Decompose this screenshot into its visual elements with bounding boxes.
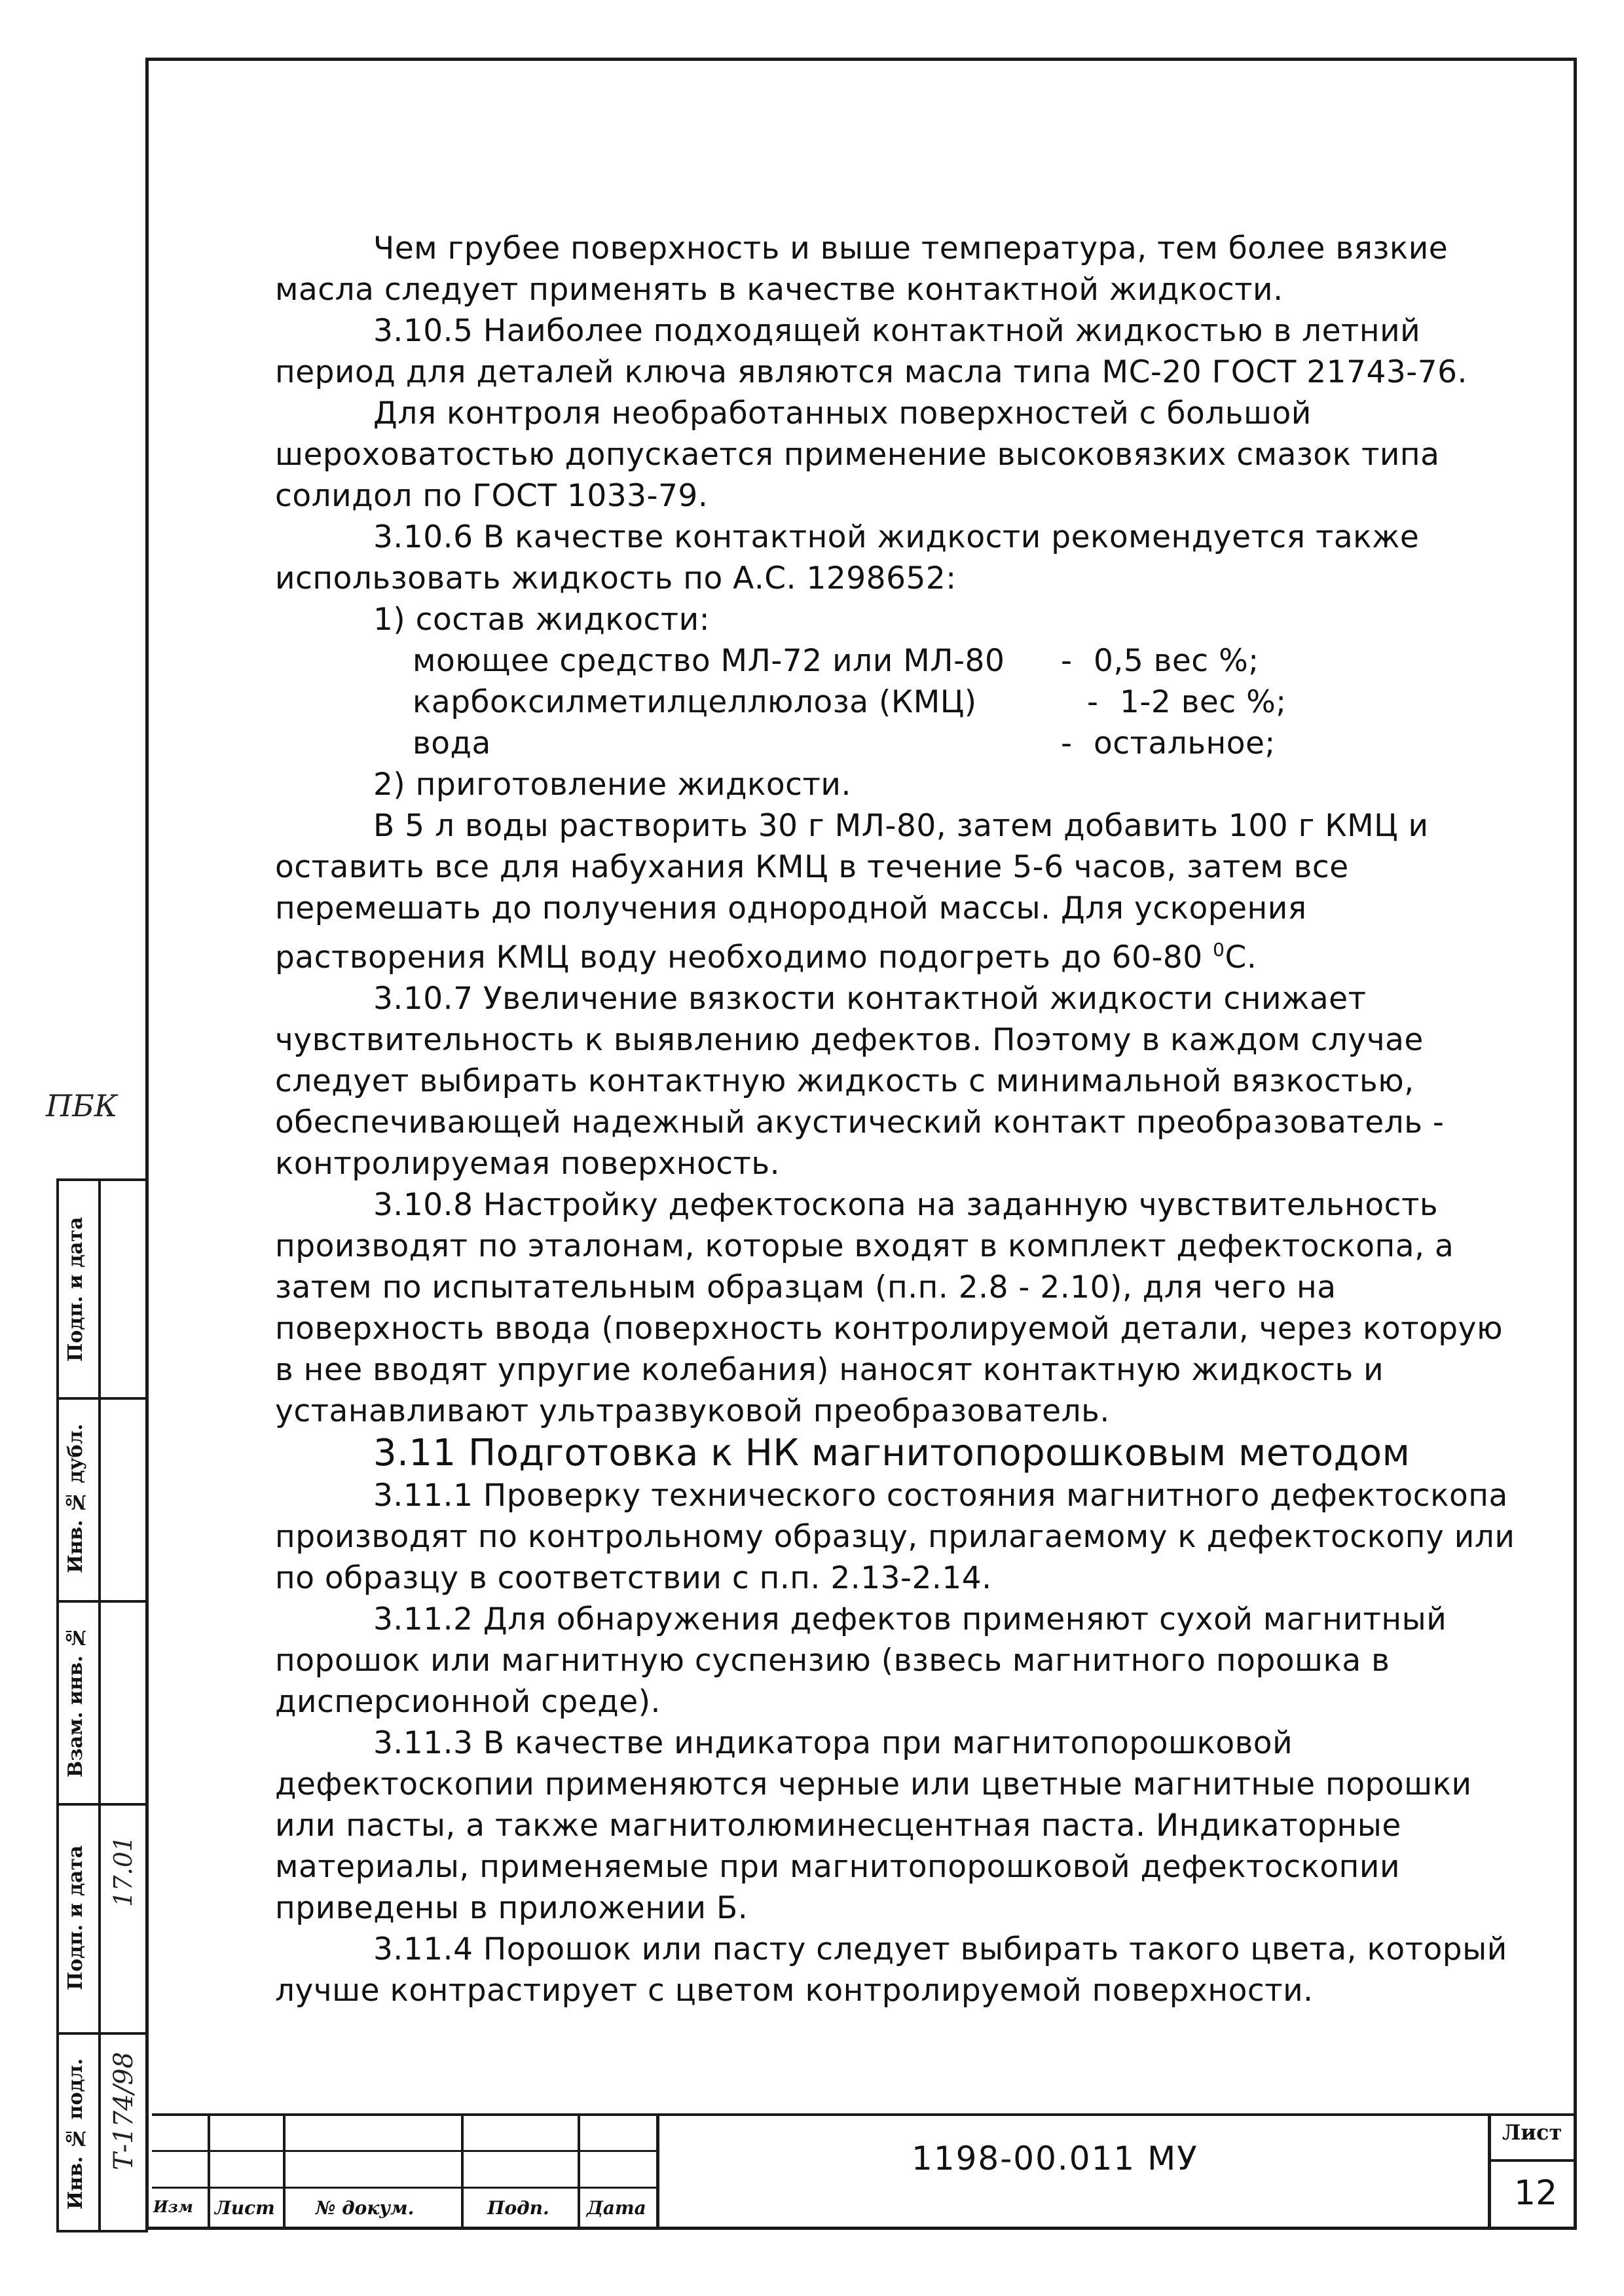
component-name: карбоксилметилцеллюлоза (КМЦ) [413,684,977,720]
tb-row-line [152,2187,656,2189]
side-label: Подп. и дата [64,1845,87,1990]
handwritten-date: 17.01 [109,1836,138,1907]
paragraph: Для контроля необработанных поверхностей с большой шероховатостью допускается применение высоковязких смазок типа солидол по ГОСТ 1033-79. [275,395,1440,514]
sheet-number: 12 [1514,2174,1558,2213]
component-name: вода [413,725,491,761]
column-divider [98,1181,101,2230]
list-item: 2) приготовление жидкости. [373,767,851,803]
row-divider [59,2032,148,2035]
row-divider [59,1397,148,1400]
composition-row [275,682,1519,723]
side-label: Подп. и дата [64,1216,87,1362]
sheet-label: Лист [1502,2120,1562,2145]
row-divider [59,1803,148,1806]
side-label: Инв. № подл. [64,2058,87,2210]
paragraph: 3.11.2 Для обнаружения дефектов применяют сухой магнитный порошок или магнитную суспензию (взвесь магнитного порошка в дисперсионной среде). [275,1601,1447,1720]
tb-col-line [656,2113,659,2227]
tb-col-label: Лист [215,2197,275,2219]
document-body [275,228,1519,2011]
row-divider [59,1600,148,1603]
list-item: 1) состав жидкости: [373,602,710,638]
tb-col-label: Изм [153,2197,193,2216]
tb-row-line [152,2150,656,2152]
tb-col-line [461,2113,464,2227]
handwritten-inv-number: Т-174/98 [109,2052,139,2170]
composition-row [275,723,1519,764]
component-value: остальное; [1094,725,1276,761]
degree-sign: 0 [1213,939,1225,960]
tb-col-line [1488,2113,1491,2227]
component-name: моющее средство МЛ-72 или МЛ-80 [413,643,1005,679]
paragraph: 3.10.5 Наиболее подходящей контактной жидкостью в летний период для деталей ключа являются масла типа МС-20 ГОСТ 21743-76. [275,313,1467,390]
paragraph: 3.10.7 Увеличение вязкости контактной жидкости снижает чувствительность к выявлению дефектов. Поэтому в каждом случае следует выбирать контактную жидкость с минимальной вязкостью, обеспечивающей надежный акустический контакт преобразователь - контролируемая поверхность. [275,981,1445,1182]
paragraph-text: В 5 л воды растворить 30 г МЛ-80, затем добавить 100 г КМЦ и оставить все для набухания КМЦ в течение 5-6 часов, затем все перемешать до получения однородной массы. Для ускорения растворения КМЦ воду необходимо подогреть до 60-80 [275,808,1429,975]
side-stamp-columns [56,1178,148,2232]
tb-row-line [1488,2159,1574,2162]
side-mark: ПБК [46,1088,118,1123]
tb-col-label: № докум. [316,2197,415,2219]
paragraph: 3.10.8 Настройку дефектоскопа на заданную чувствительность производят по эталонам, которые входят в комплект дефектоскопа, а затем по испытательным образцам (п.п. 2.8 - 2.10), для чего на поверхность ввода (поверхность контролируемой детали, через которую в нее вводят упругие колебания) наносят контактную жидкость и устанавливают ультразвуковой преобразователь. [275,1187,1504,1429]
paragraph: Чем грубее поверхность и выше температура, тем более вязкие масла следует применять в качестве контактной жидкости. [275,230,1449,308]
section-heading: 3.11 Подготовка к НК магнитопорошковым методом [373,1432,1411,1474]
component-dash: - [1061,643,1073,679]
component-dash: - [1087,684,1099,720]
tb-col-label: Подп. [487,2197,549,2219]
tb-border [152,2113,1574,2116]
tb-col-line [578,2113,580,2227]
paragraph: 3.11.3 В качестве индикатора при магнитопорошковой дефектоскопии применяются черные или цветные магнитные порошки или пасты, а также магнитолюминесцентная паста. Индикаторные материалы, применяемые при магнитопорошковой дефектоскопии приведены в приложении Б. [275,1725,1472,1926]
title-block [152,2113,1574,2227]
paragraph: 3.10.6 В качестве контактной жидкости рекомендуется также использовать жидкость по А.С. 1298652: [275,519,1420,596]
paragraph-text-end: С. [1225,939,1257,975]
tb-col-line [208,2113,210,2227]
paragraph: 3.11.4 Порошок или пасту следует выбирать такого цвета, который лучше контрастирует с цветом контролируемой поверхности. [275,1931,1507,2009]
component-dash: - [1061,725,1073,761]
paragraph [275,805,1519,978]
paragraph: 3.11.1 Проверку технического состояния магнитного дефектоскопа производят по контрольному образцу, прилагаемому к дефектоскопу или по образцу в соответствии с п.п. 2.13-2.14. [275,1478,1515,1596]
component-value: 1-2 вес %; [1120,684,1287,720]
component-value: 0,5 вес %; [1094,643,1259,679]
document-number: 1198-00.011 МУ [912,2140,1198,2178]
side-label: Инв. № дубл. [64,1423,87,1574]
tb-col-line [283,2113,286,2227]
side-label: Взам. инв. № [64,1626,87,1777]
tb-col-label: Дата [587,2197,646,2219]
composition-row [275,640,1519,682]
